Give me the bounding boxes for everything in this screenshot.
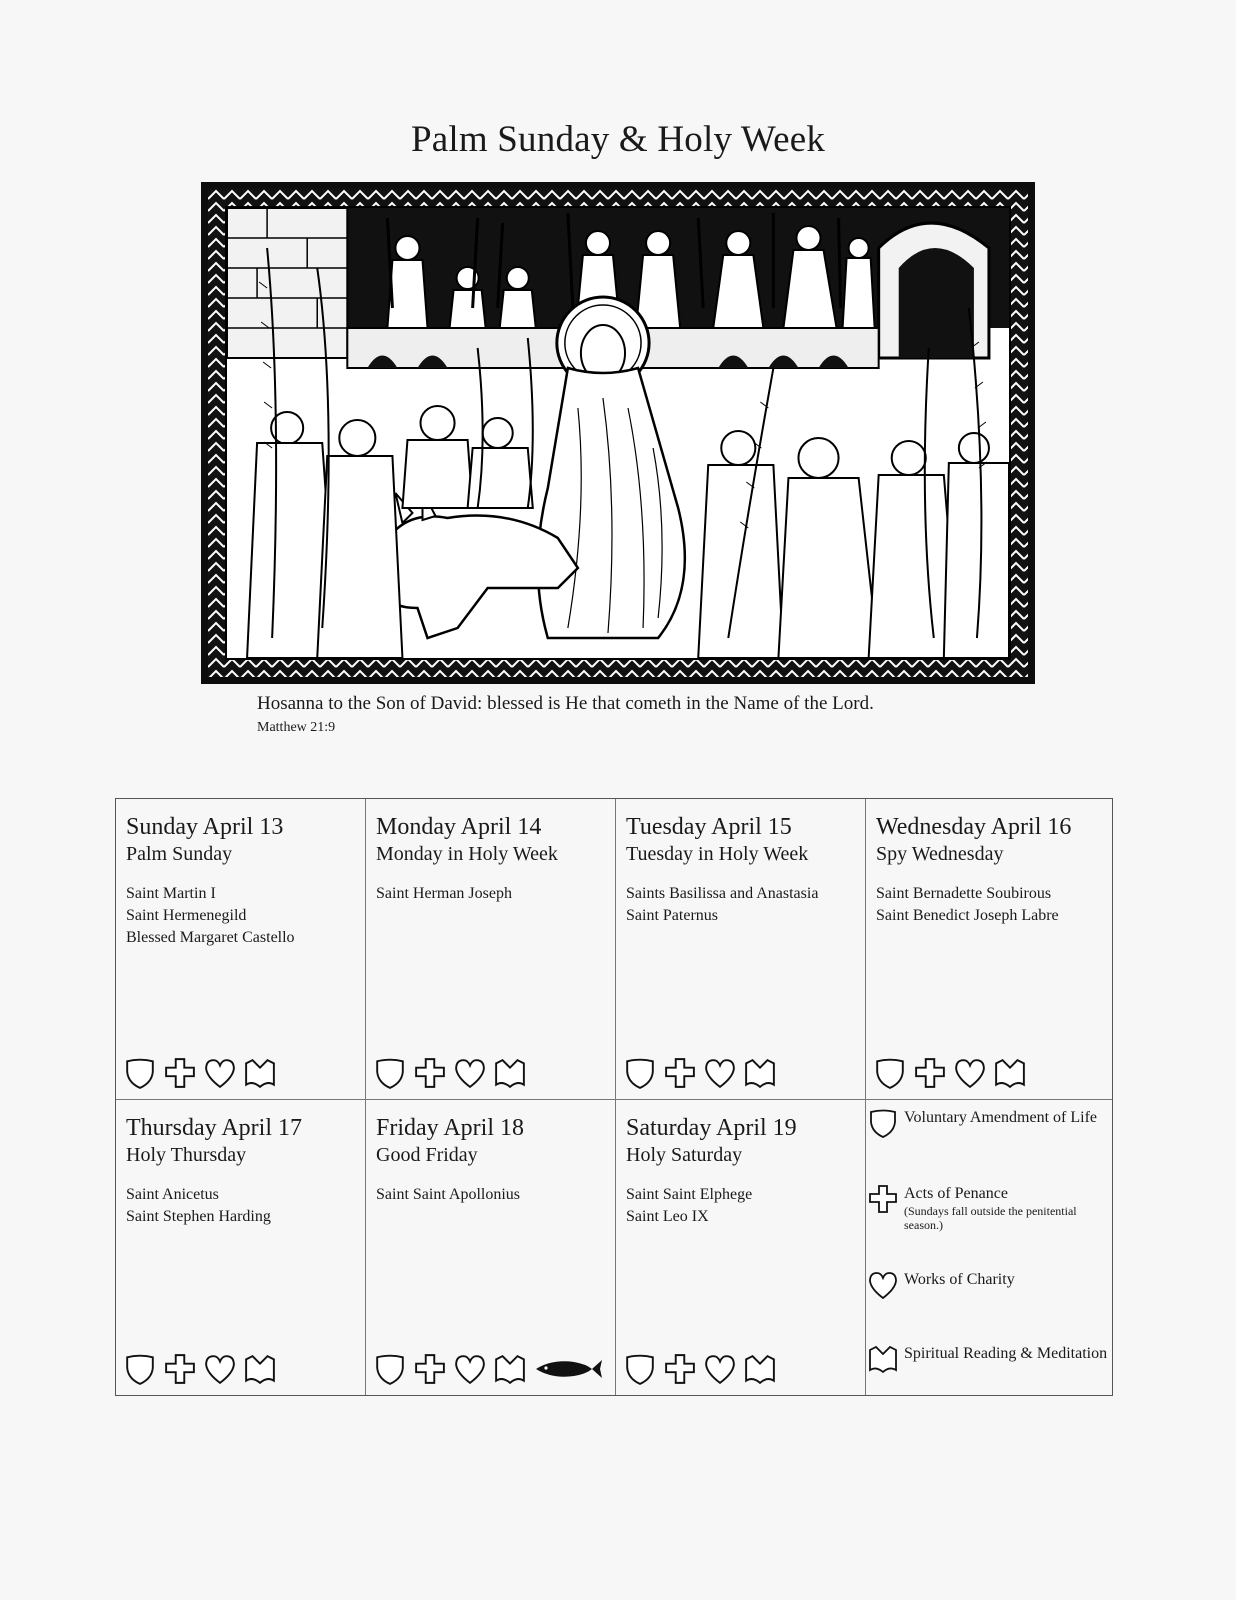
cross-icon [868,1184,898,1214]
cross-icon [914,1057,946,1089]
saint-name: Saint Stephen Harding [126,1208,271,1225]
tracker-icons [624,1353,776,1385]
day-saints [376,883,607,905]
day-cell-wednesday [866,799,1112,1100]
day-saints [626,883,857,927]
saint-name: Saint Hermenegild [126,907,247,924]
holy-week-calendar [115,798,1113,1396]
illustration-scene [225,206,1011,660]
tracker-icons [124,1057,276,1089]
day-feast: Holy Saturday [626,1144,743,1166]
day-date: Saturday April 19 [626,1115,797,1141]
book-icon [244,1353,276,1385]
day-feast: Tuesday in Holy Week [626,843,809,865]
day-date: Thursday April 17 [126,1115,302,1141]
tracker-icons [374,1057,526,1089]
day-feast: Palm Sunday [126,843,233,865]
heart-icon [204,1057,236,1089]
tracker-icons [874,1057,1026,1089]
legend-label: Voluntary Amendment of Life [904,1109,1097,1126]
saint-name: Blessed Margaret Castello [126,929,295,946]
cross-icon [164,1057,196,1089]
day-date: Tuesday April 15 [626,814,792,840]
day-date: Monday April 14 [376,814,542,840]
fish-icon [534,1357,604,1381]
saint-name: Saint Benedict Joseph Labre [876,907,1059,924]
legend-label: Acts of Penance [904,1185,1008,1202]
legend-note: (Sundays fall outside the penitential season.) [904,1204,1077,1232]
book-icon [494,1057,526,1089]
cross-icon [664,1353,696,1385]
book-icon [494,1353,526,1385]
shield-icon [124,1057,156,1089]
shield-icon [374,1057,406,1089]
heart-icon [204,1353,236,1385]
day-saints [126,1184,357,1228]
legend-label: Works of Charity [904,1271,1015,1288]
cross-icon [414,1353,446,1385]
day-date: Sunday April 13 [126,814,284,840]
palm-sunday-illustration [201,182,1035,684]
heart-icon [704,1353,736,1385]
heart-icon [454,1353,486,1385]
day-feast: Holy Thursday [126,1144,247,1166]
shield-icon [624,1353,656,1385]
scripture-caption: Hosanna to the Son of David: blessed is He that cometh in the Name of the Lord. [257,693,874,714]
shield-icon [374,1353,406,1385]
day-saints [626,1184,857,1228]
entry-scene-drawing [227,208,1009,658]
day-feast: Spy Wednesday [876,843,1004,865]
day-saints [126,883,357,949]
day-saints [876,883,1104,927]
shield-icon [624,1057,656,1089]
day-cell-thursday [116,1100,366,1395]
saint-name: Saint Herman Joseph [376,885,512,902]
page-title: Palm Sunday & Holy Week [410,119,826,160]
heart-icon [868,1270,898,1300]
day-cell-friday [366,1100,616,1395]
cross-icon [164,1353,196,1385]
day-saints [376,1184,607,1206]
legend-panel [866,1100,1112,1395]
day-date: Wednesday April 16 [876,814,1072,840]
day-feast: Monday in Holy Week [376,843,558,865]
heart-icon [704,1057,736,1089]
tracker-icons [624,1057,776,1089]
day-feast: Good Friday [376,1144,478,1166]
legend-item-penance [868,1184,1104,1232]
book-icon [744,1353,776,1385]
saint-name: Saint Bernadette Soubirous [876,885,1052,902]
day-cell-saturday [616,1100,866,1395]
saint-name: Saint Leo IX [626,1208,709,1225]
saint-name: Saint Anicetus [126,1186,219,1203]
shield-icon [124,1353,156,1385]
heart-icon [954,1057,986,1089]
legend-item-charity [868,1270,1015,1305]
shield-icon [874,1057,906,1089]
shield-icon [868,1108,898,1138]
day-cell-sunday [116,799,366,1100]
heart-icon [454,1057,486,1089]
saint-name: Saint Saint Elphege [626,1186,753,1203]
day-date: Friday April 18 [376,1115,524,1141]
book-icon [994,1057,1026,1089]
book-icon [744,1057,776,1089]
day-cell-monday [366,799,616,1100]
saint-name: Saints Basilissa and Anastasia [626,885,819,902]
legend-item-amendment [868,1108,1097,1143]
saint-name: Saint Saint Apollonius [376,1186,521,1203]
saint-name: Saint Martin I [126,885,216,902]
cross-icon [664,1057,696,1089]
book-icon [244,1057,276,1089]
day-cell-tuesday [616,799,866,1100]
tracker-icons [124,1353,276,1385]
saint-name: Saint Paternus [626,907,718,924]
book-icon [868,1344,898,1374]
cross-icon [414,1057,446,1089]
legend-item-reading [868,1344,1107,1379]
scripture-reference: Matthew 21:9 [257,720,336,735]
tracker-icons [374,1353,604,1385]
legend-label: Spiritual Reading & Meditation [904,1345,1108,1362]
